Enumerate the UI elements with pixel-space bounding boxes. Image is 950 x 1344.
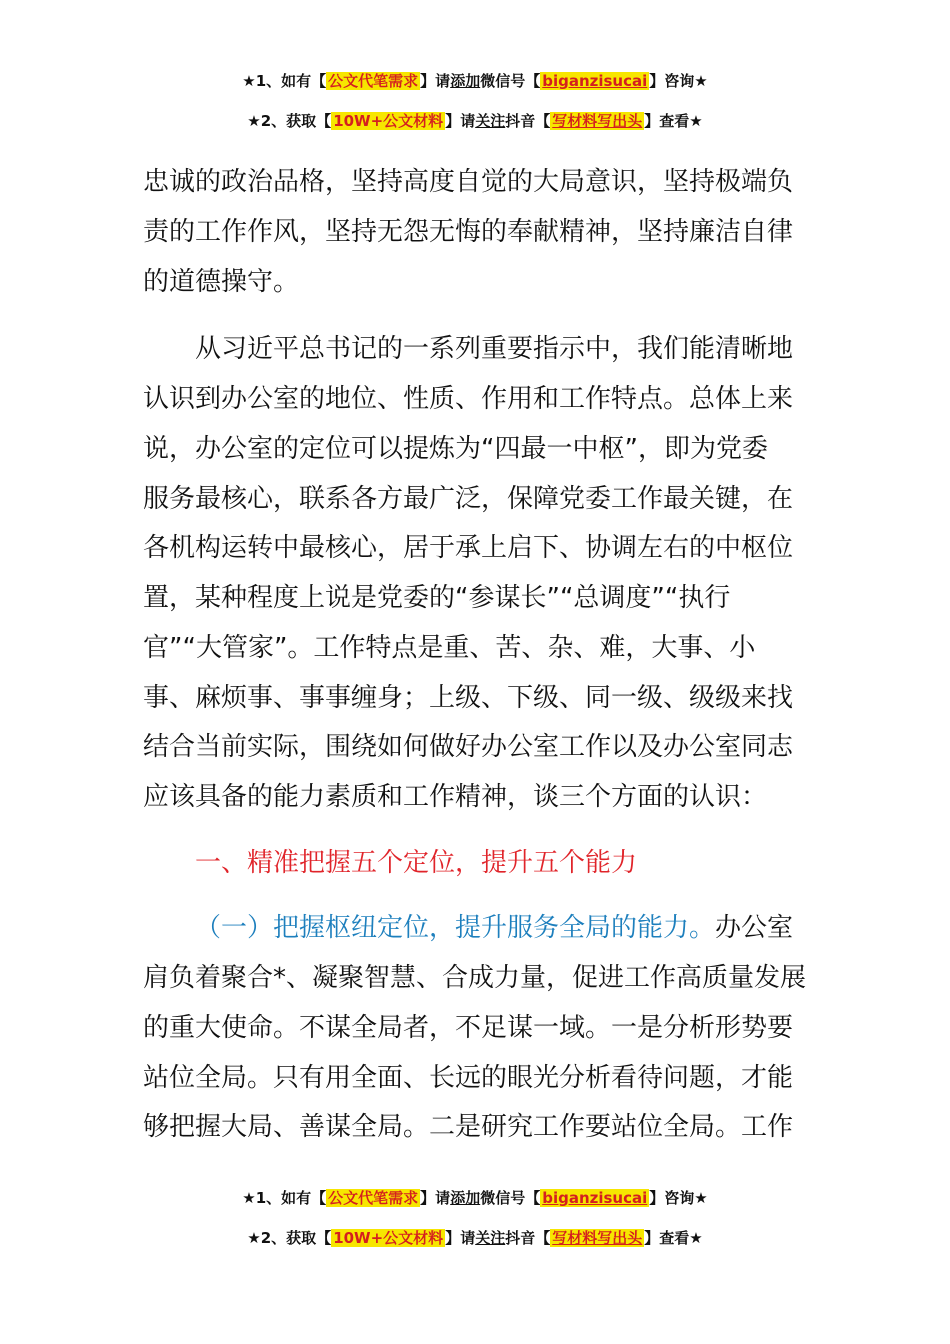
banner-star-number: ★1、	[242, 1189, 282, 1207]
banner-text: 获取【	[286, 1229, 332, 1247]
banner-highlight-wechat-id: biganzisucai	[542, 1189, 648, 1207]
banner-text: 如有【	[281, 1189, 327, 1207]
banner-text: 抖音【	[505, 112, 551, 130]
top-banner-line-2	[0, 111, 950, 131]
body-line: 应该具备的能力素质和工作精神，谈三个方面的认识：	[143, 782, 768, 812]
section-heading: 一、精准把握五个定位，提升五个能力	[195, 848, 638, 878]
body-line: 结合当前实际，围绕如何做好办公室工作以及办公室同志	[143, 732, 794, 762]
body-line: 事、麻烦事、事事缠身；上级、下级、同一级、级级来找	[143, 683, 794, 713]
banner-star-number: ★1、	[242, 72, 282, 90]
banner-text: 】咨询★	[649, 1189, 708, 1207]
banner-highlight-materials: 10W+公文材料	[333, 1229, 444, 1247]
banner-underlined-follow: 关注	[475, 112, 506, 130]
banner-text: 】请	[420, 1189, 451, 1207]
banner-text: 抖音【	[505, 1229, 551, 1247]
body-line: 官”“大管家”。工作特点是重、苦、杂、难，大事、小	[143, 633, 756, 663]
bottom-banner-line-2	[0, 1228, 950, 1248]
body-line: 认识到办公室的地位、性质、作用和工作特点。总体上来	[143, 384, 794, 414]
body-line: 够把握大局、善谋全局。二是研究工作要站位全局。工作	[143, 1112, 794, 1142]
body-line: 站位全局。只有用全面、长远的眼光分析看待问题，才能	[143, 1063, 794, 1093]
subsection-text: 办公室	[715, 913, 794, 943]
banner-text: 】请	[420, 72, 451, 90]
body-line: 忠诚的政治品格，坚持高度自觉的大局意识，坚持极端负	[143, 167, 794, 197]
body-line: 的重大使命。不谋全局者，不足谋一域。一是分析形势要	[143, 1013, 794, 1043]
banner-highlight-service: 公文代笔需求	[328, 1189, 419, 1207]
subsection-line	[195, 910, 793, 946]
body-line: 各机构运转中最核心，居于承上启下、协调左右的中枢位	[143, 533, 794, 563]
subsection-heading: （一）把握枢纽定位，提升服务全局的能力。	[195, 913, 716, 943]
body-line: 责的工作作风，坚持无怨无悔的奉献精神，坚持廉洁自律	[143, 217, 794, 247]
banner-star-number: ★2、	[247, 1229, 287, 1247]
banner-underlined-add: 添加	[450, 72, 481, 90]
banner-text: 】咨询★	[649, 72, 708, 90]
banner-text: 获取【	[286, 112, 332, 130]
banner-text: 如有【	[281, 72, 327, 90]
banner-underlined-add: 添加	[450, 1189, 481, 1207]
banner-highlight-service: 公文代笔需求	[328, 72, 419, 90]
banner-text: 】请	[445, 112, 476, 130]
banner-underlined-follow: 关注	[475, 1229, 506, 1247]
top-banner-line-1	[0, 71, 950, 91]
body-line: 从习近平总书记的一系列重要指示中，我们能清晰地	[195, 334, 794, 364]
body-line: 肩负着聚合*、凝聚智慧、合成力量，促进工作高质量发展	[143, 963, 807, 993]
body-line: 服务最核心，联系各方最广泛，保障党委工作最关键，在	[143, 484, 794, 514]
banner-text: 微信号【	[480, 72, 541, 90]
banner-star-number: ★2、	[247, 112, 287, 130]
body-line: 置，某种程度上说是党委的“参谋长”“总调度”“执行	[143, 583, 731, 613]
banner-text: 】查看★	[644, 1229, 703, 1247]
banner-text: 微信号【	[480, 1189, 541, 1207]
body-line: 说，办公室的定位可以提炼为“四最一中枢”，即为党委	[143, 434, 768, 464]
banner-highlight-materials: 10W+公文材料	[333, 112, 444, 130]
body-line: 的道德操守。	[143, 267, 300, 297]
banner-text: 】请	[445, 1229, 476, 1247]
banner-highlight-douyin: 写材料写出头	[552, 112, 643, 130]
banner-highlight-wechat-id: biganzisucai	[542, 72, 648, 90]
banner-text: 】查看★	[644, 112, 703, 130]
bottom-banner-line-1	[0, 1188, 950, 1208]
banner-highlight-douyin: 写材料写出头	[552, 1229, 643, 1247]
